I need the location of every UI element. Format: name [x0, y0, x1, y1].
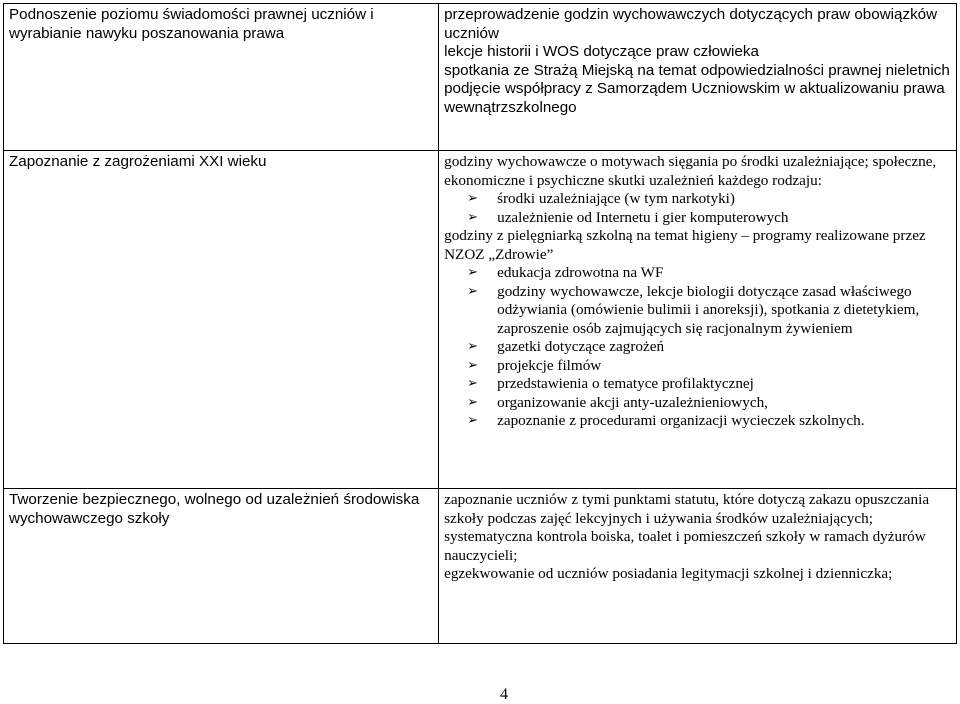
arrow-bullet-icon: ➢ — [467, 413, 478, 428]
list-item: ➢ projekcje filmów — [467, 356, 602, 374]
table-row — [4, 489, 957, 644]
list-item: ➢ środki uzależniające (w tym narkotyki) — [467, 190, 735, 207]
arrow-bullet-icon: ➢ — [467, 339, 478, 354]
list-item: ➢ organizowanie akcji anty-uzależnieniowych, — [467, 393, 768, 411]
row-3-activities — [439, 489, 957, 644]
row-2-activities — [439, 151, 957, 489]
row-1-activities — [439, 4, 957, 151]
row-3-topic-text: Tworzenie bezpiecznego, wolnego od uzależnień środowiska wychowawczego szkoły — [9, 491, 420, 527]
arrow-bullet-icon: ➢ — [467, 394, 478, 410]
list-item: ➢ gazetki dotyczące zagrożeń — [467, 338, 665, 355]
list-item: egzekwowanie od uczniów posiadania legitymacji szkolnej i dzienniczka; — [444, 565, 893, 582]
list-item: ➢ przedstawienia o tematyce profilaktycznej — [467, 375, 754, 392]
arrow-bullet-icon: ➢ — [467, 265, 478, 280]
list-item: podjęcie współpracy z Samorządem Uczniowskim w aktualizowaniu prawa wewnątrzszkolnego — [444, 80, 945, 116]
arrow-bullet-icon: ➢ — [467, 191, 478, 206]
intro-text: godziny z pielęgniarką szkolną na temat higieny – programy realizowane przez NZOZ „Zdrowie” — [444, 227, 926, 263]
list-item: przeprowadzenie godzin wychowawczych dotyczących praw obowiązków uczniów — [444, 6, 938, 42]
list-item: spotkania ze Strażą Miejską na temat odpowiedzialności prawnej nieletnich — [444, 61, 950, 79]
list-item: ➢ uzależnienie od Internetu i gier komputerowych — [467, 208, 789, 226]
intro-text: godziny wychowawcze o motywach sięgania po środki uzależniające; społeczne, ekonomiczne i psychiczne skutki uzależnień każdego rodzaju: — [444, 153, 937, 189]
list-item: lekcje historii i WOS dotyczące praw człowieka — [444, 43, 759, 60]
list-item: systematyczna kontrola boiska, toalet i pomieszczeń szkoły w ramach dyżurów nauczycieli; — [444, 528, 926, 564]
table-row — [4, 4, 957, 151]
bullet-list-a — [444, 190, 952, 227]
document-table — [3, 3, 957, 644]
list-item: zapoznanie uczniów z tymi punktami statutu, które dotyczą zakazu opuszczania szkoły podczas zajęć lekcyjnych i używania środków uzależniających; — [444, 491, 930, 527]
arrow-bullet-icon: ➢ — [467, 357, 478, 373]
list-item: ➢ edukacja zdrowotna na WF — [467, 264, 664, 281]
row-1-topic — [4, 4, 439, 151]
table-row — [4, 151, 957, 489]
row-1-topic-text: Podnoszenie poziomu świadomości prawnej uczniów i wyrabianie nawyku poszanowania prawa — [9, 6, 374, 42]
arrow-bullet-icon: ➢ — [467, 283, 478, 299]
row-2-topic — [4, 151, 439, 489]
list-item: ➢ zapoznanie z procedurami organizacji wycieczek szkolnych. — [467, 412, 865, 429]
arrow-bullet-icon: ➢ — [467, 376, 478, 391]
arrow-bullet-icon: ➢ — [467, 209, 478, 225]
row-2-topic-text: Zapoznanie z zagrożeniami XXI wieku — [9, 153, 267, 170]
page-number: 4 — [500, 686, 508, 703]
bullet-list-b — [444, 264, 952, 431]
list-item: ➢ godziny wychowawcze, lekcje biologii dotyczące zasad właściwego odżywiania (omówienie bulimii i anoreksji), spotkania z dietetykiem, zaproszenie osób zajmujących się racjonalnym żywieniem — [467, 282, 920, 337]
row-3-topic — [4, 489, 439, 644]
